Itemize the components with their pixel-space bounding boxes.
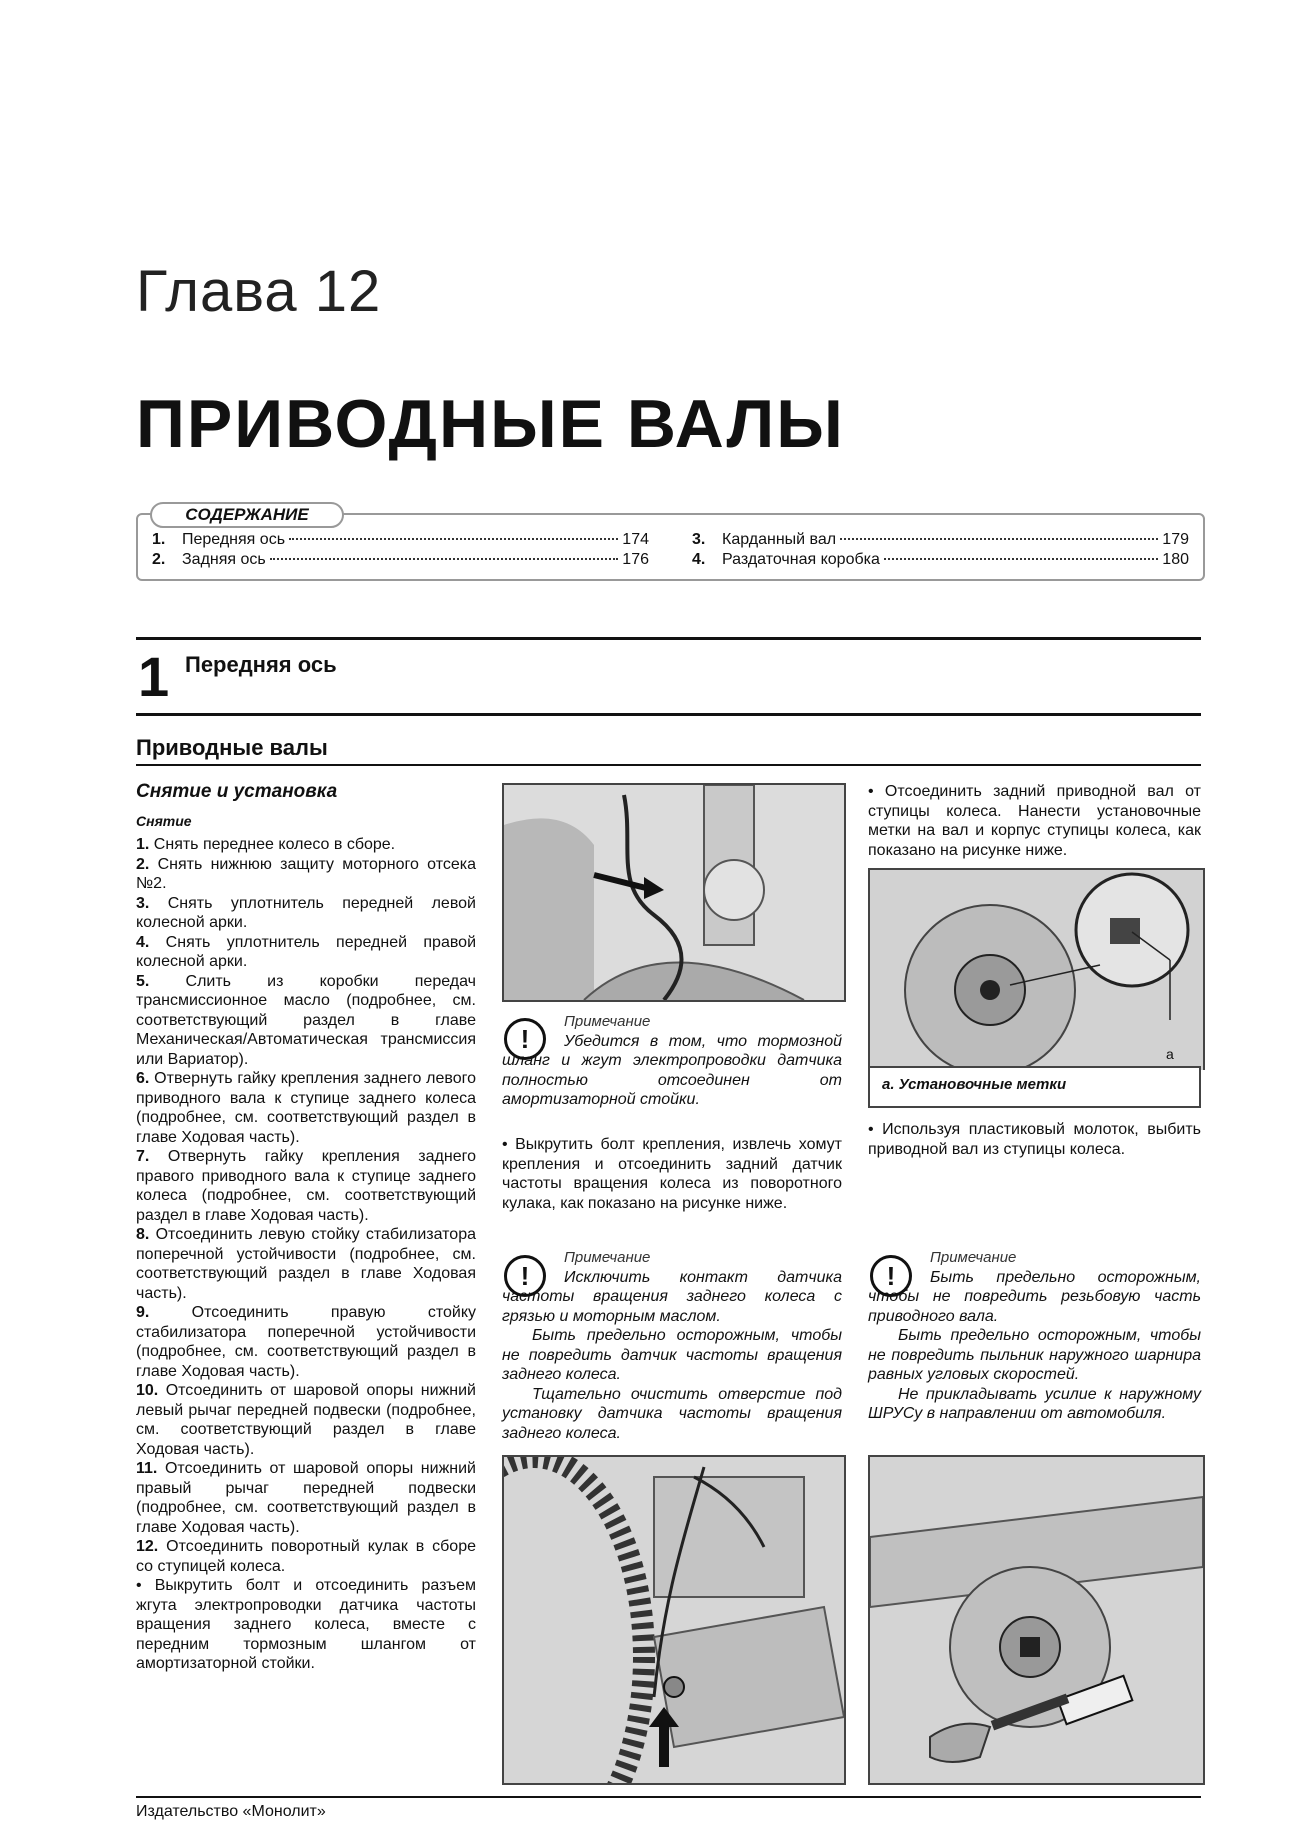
step-item: 4. Снять уплотнитель передней правой колесной арки. bbox=[136, 933, 476, 970]
toc-entry-page: 176 bbox=[622, 551, 649, 568]
toc-entry[interactable] bbox=[152, 551, 649, 571]
step-item: 9. Отсоединить правую стойку стабилизатора поперечной устойчивости (подробнее, см. соответствующий раздел в главе Ходовая часть). bbox=[136, 1304, 477, 1380]
step-item: 8. Отсоединить левую стойку стабилизатора поперечной устойчивости (подробнее, см. соответствующий раздел в главе Ходовая часть). bbox=[136, 1226, 476, 1302]
toc-entry[interactable] bbox=[152, 531, 649, 551]
note-label: Примечание bbox=[564, 1013, 651, 1030]
toc-entry-number: 4. bbox=[692, 551, 706, 568]
note-label: Примечание bbox=[930, 1249, 1017, 1266]
section-rule-bottom bbox=[136, 713, 1201, 716]
publisher-footer: Издательство «Монолит» bbox=[136, 1803, 326, 1820]
toc-entry-title: Передняя ось bbox=[182, 531, 286, 548]
warning-icon: ! bbox=[504, 1018, 546, 1060]
toc-leader-dots bbox=[884, 558, 1158, 560]
step-item: 3. Снять уплотнитель передней левой колесной арки. bbox=[136, 894, 476, 931]
bullet-item: • Выкрутить болт и отсоединить разъем жгута электропроводки датчика частоты вращения заднего колеса, вместе с передним тормозным шлангом от амортизаторной стойки. bbox=[136, 1577, 476, 1672]
toc-label: СОДЕРЖАНИЕ bbox=[150, 502, 344, 528]
column-2-bullet bbox=[502, 1135, 842, 1213]
warning-icon: ! bbox=[504, 1255, 546, 1297]
note-label: Примечание bbox=[564, 1249, 651, 1266]
toc-entry[interactable] bbox=[692, 551, 1189, 571]
column-1 bbox=[136, 782, 476, 1674]
bullet-item: • Отсоединить задний приводной вал от ступицы колеса. Нанести установочные метки на вал и корпус ступицы колеса, как показано на рисунке ниже. bbox=[868, 783, 1201, 859]
note-block-2 bbox=[502, 1248, 842, 1443]
note-block-3 bbox=[868, 1248, 1201, 1424]
figure-callout-a: a bbox=[1166, 1046, 1174, 1062]
figure-caption: а. Установочные метки bbox=[868, 1066, 1201, 1108]
chapter-label: Глава 12 bbox=[136, 259, 382, 324]
removal-heading: Снятие bbox=[136, 812, 192, 829]
column-3-bullet-2 bbox=[868, 1120, 1201, 1159]
bullet-item: • Выкрутить болт крепления, извлечь хомут крепления и отсоединить задний датчик частоты вращения колеса из поворотного кулака, как показано на рисунке ниже. bbox=[502, 1136, 842, 1212]
note-text: Убедится в том, что тормозной шланг и жгут электропроводки датчика полностью отсоединен от амортизаторной стойки. bbox=[502, 1032, 842, 1108]
toc-right-column bbox=[692, 531, 1189, 571]
step-item: 12. Отсоединить поворотный кулак в сборе со ступицей колеса. bbox=[136, 1538, 476, 1575]
bullet-item: • Используя пластиковый молоток, выбить приводной вал из ступицы колеса. bbox=[868, 1121, 1201, 1158]
toc-entry-page: 180 bbox=[1162, 551, 1189, 568]
toc-left-column bbox=[152, 531, 649, 571]
note-block-1 bbox=[502, 1012, 842, 1110]
step-item: 5. Слить из коробки передач трансмиссионное масло (подробнее, см. соответствующий раздел в главе Механическая/Автоматическая трансмиссия или Вариатор). bbox=[136, 972, 476, 1068]
wheel-sensor-illustration bbox=[504, 1457, 844, 1783]
toc-entry-number: 1. bbox=[152, 531, 166, 548]
toc-entry-number: 3. bbox=[692, 531, 706, 548]
toc-entry[interactable] bbox=[692, 531, 1189, 551]
step-item: 6. Отвернуть гайку крепления заднего левого приводного вала к ступице заднего колеса (подробнее, см. соответствующий раздел в главе Ходовая часть). bbox=[136, 1070, 476, 1146]
procedure-heading: Снятие и установка bbox=[136, 781, 338, 802]
section-title: Передняя ось bbox=[185, 652, 337, 677]
footer-rule bbox=[136, 1796, 1201, 1798]
toc-entry-title: Карданный вал bbox=[722, 531, 837, 548]
toc-entry-title: Задняя ось bbox=[182, 551, 266, 568]
step-item: 10. Отсоединить от шаровой опоры нижний левый рычаг передней подвески (подробнее, см. соответствующий раздел в главе Ходовая часть). bbox=[136, 1382, 476, 1458]
toc-entry-page: 179 bbox=[1162, 531, 1189, 548]
note-text: Быть предельно осторожным, чтобы не повредить датчик частоты вращения заднего колеса. bbox=[502, 1327, 842, 1383]
column-3-bullet-1 bbox=[868, 782, 1201, 860]
toc-leader-dots bbox=[270, 558, 619, 560]
step-item: 2. Снять нижнюю защиту моторного отсека №2. bbox=[136, 855, 476, 892]
step-item: 11. Отсоединить от шаровой опоры нижний правый рычаг передней подвески (подробнее, см. соответствующий раздел в главе Ходовая часть). bbox=[136, 1460, 476, 1536]
note-text: Тщательно очистить отверстие под установку датчика частоты вращения заднего колеса. bbox=[502, 1385, 842, 1442]
subsection-title: Приводные валы bbox=[136, 735, 328, 760]
brake-hose-illustration bbox=[504, 785, 844, 1000]
toc-leader-dots bbox=[840, 538, 1158, 540]
step-item: 1. Снять переднее колесо в сборе. bbox=[136, 836, 396, 853]
toc-entry-number: 2. bbox=[152, 551, 166, 568]
toc-entry-title: Раздаточная коробка bbox=[722, 551, 880, 568]
figure-hammer-hub-photo bbox=[868, 1455, 1205, 1785]
hammer-hub-illustration bbox=[870, 1457, 1203, 1783]
note-text: Быть предельно осторожным, чтобы не повредить резьбовую часть приводного вала. bbox=[868, 1268, 1201, 1325]
note-text: Не прикладывать усилие к наружному ШРУСу в направлении от автомобиля. bbox=[868, 1385, 1201, 1422]
note-text: Быть предельно осторожным, чтобы не повредить пыльник наружного шарнира равных угловых скоростей. bbox=[868, 1327, 1201, 1383]
alignment-marks-illustration bbox=[870, 870, 1203, 1070]
step-item: 7. Отвернуть гайку крепления заднего правого приводного вала к ступице заднего колеса (подробнее, см. соответствующий раздел в главе Ходовая часть). bbox=[136, 1148, 476, 1224]
subsection-rule bbox=[136, 764, 1201, 766]
figure-brake-hose-photo bbox=[502, 783, 846, 1002]
warning-icon: ! bbox=[870, 1255, 912, 1297]
figure-alignment-marks-photo bbox=[868, 868, 1205, 1070]
section-rule-top bbox=[136, 637, 1201, 640]
toc-entry-page: 174 bbox=[622, 531, 649, 548]
toc-leader-dots bbox=[289, 538, 618, 540]
note-text: Исключить контакт датчика частоты вращения заднего колеса с грязью и моторным маслом. bbox=[502, 1268, 842, 1325]
chapter-title: ПРИВОДНЫЕ ВАЛЫ bbox=[136, 386, 845, 462]
section-number: 1 bbox=[138, 645, 170, 708]
figure-wheel-sensor-photo bbox=[502, 1455, 846, 1785]
